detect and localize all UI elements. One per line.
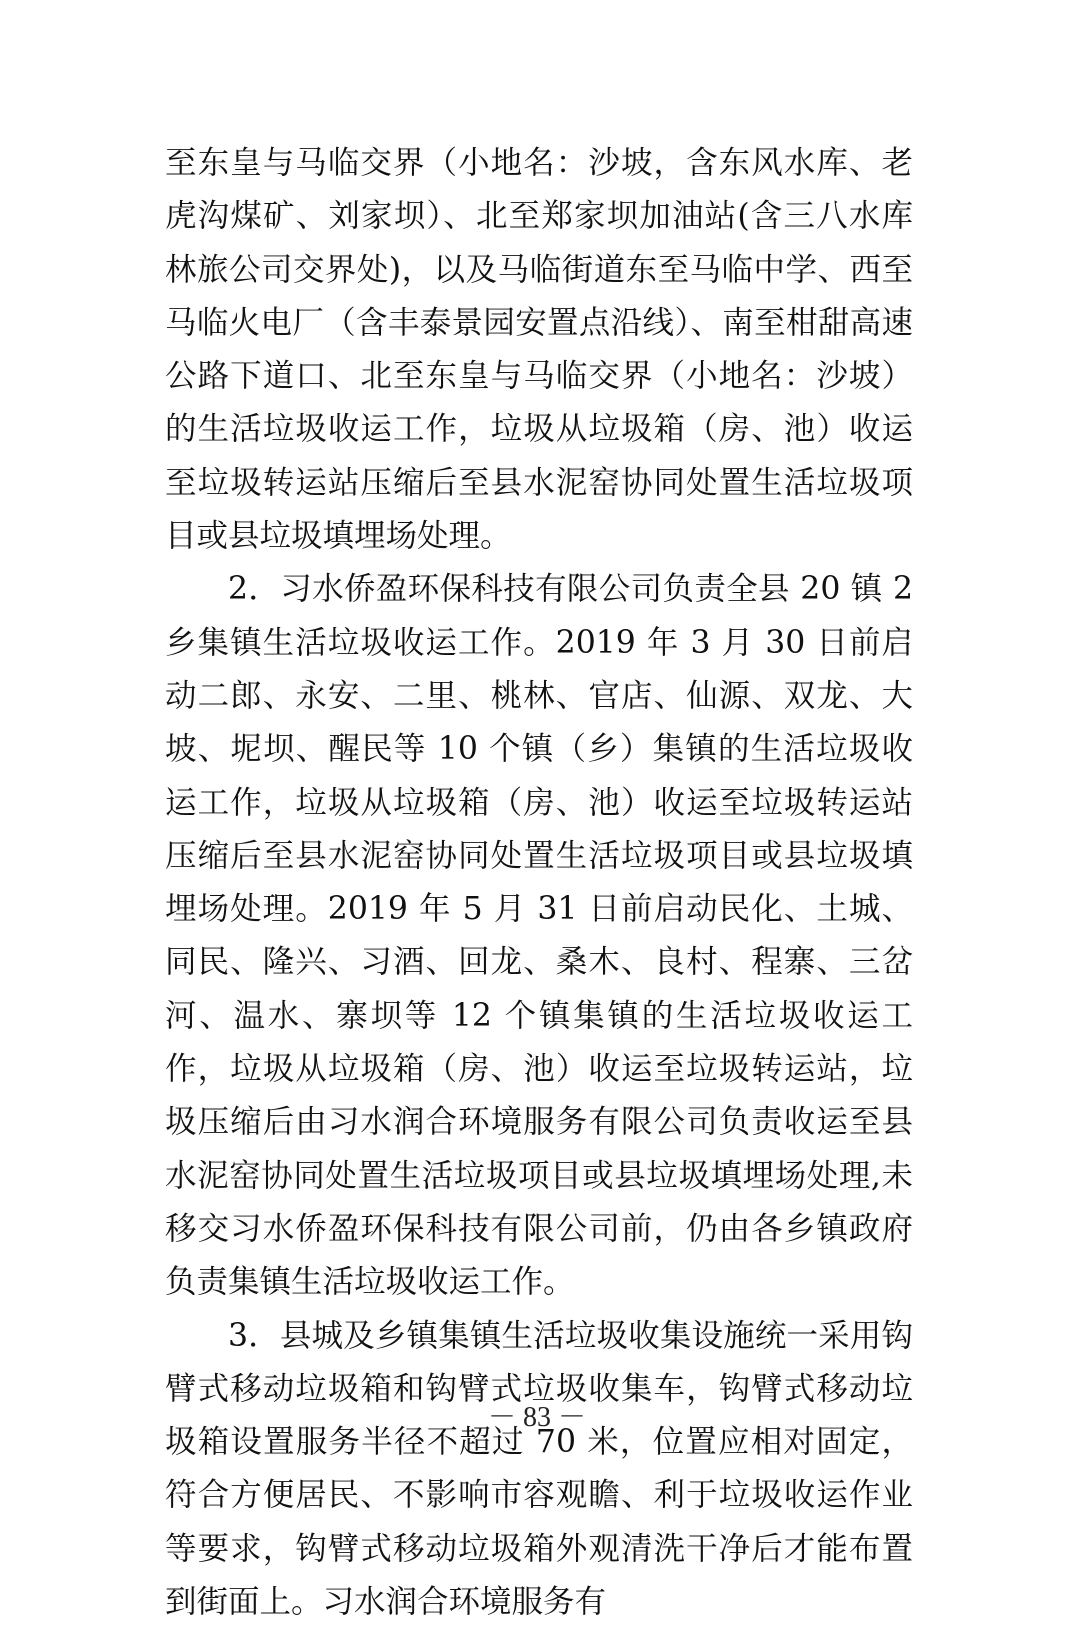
paragraph-item-2: 2．习水侨盈环保科技有限公司负责全县 20 镇 2 乡集镇生活垃圾收运工作。2019 年 3 月 30 日前启动二郎、永安、二里、桃林、官店、仙源、双龙、大坡、坭坝、醒民等 10 个镇（乡）集镇的生活垃圾收运工作，垃圾从垃圾箱（房、池）收运至垃圾转运站压缩后至县水泥窑协同处置生活垃圾项目或县垃圾填埋场处理。2019 年 5 月 31 日前启动民化、土城、同民、隆兴、习酒、回龙、桑木、良村、程寨、三岔河、温水、寨坝等 12 个镇集镇的生活垃圾收运工作，垃圾从垃圾箱（房、池）收运至垃圾转运站，垃圾压缩后由习水润合环境服务有限公司负责收运至县水泥窑协同处置生活垃圾项目或县垃圾填埋场处理,未移交习水侨盈环保科技有限公司前，仍由各乡镇政府负责集镇生活垃圾收运工作。 [165, 571, 913, 1301]
paragraph-item-3: 3．县城及乡镇集镇生活垃圾收集设施统一采用钩臂式移动垃圾箱和钩臂式垃圾收集车，钩臂式移动垃圾箱设置服务半径不超过 70 米，位置应相对固定，符合方便居民、不影响市容观瞻、利于垃圾收运作业等要求，钩臂式移动垃圾箱外观清洗干净后才能布置到街面上。习水润合环境服务有 [165, 1317, 913, 1621]
paragraph-continuation: 至东皇与马临交界（小地名：沙坡，含东风水库、老虎沟煤矿、刘家坝）、北至郑家坝加油站(含三八水库林旅公司交界处)，以及马临街道东至马临中学、西至马临火电厂（含丰泰景园安置点沿线）、南至柑甜高速公路下道口、北至东皇与马临交界（小地名：沙坡）的生活垃圾收运工作，垃圾从垃圾箱（房、池）收运至垃圾转运站压缩后至县水泥窑协同处置生活垃圾项目或县垃圾填埋场处理。 [165, 145, 913, 555]
page-number: － 83 － [487, 1402, 586, 1433]
